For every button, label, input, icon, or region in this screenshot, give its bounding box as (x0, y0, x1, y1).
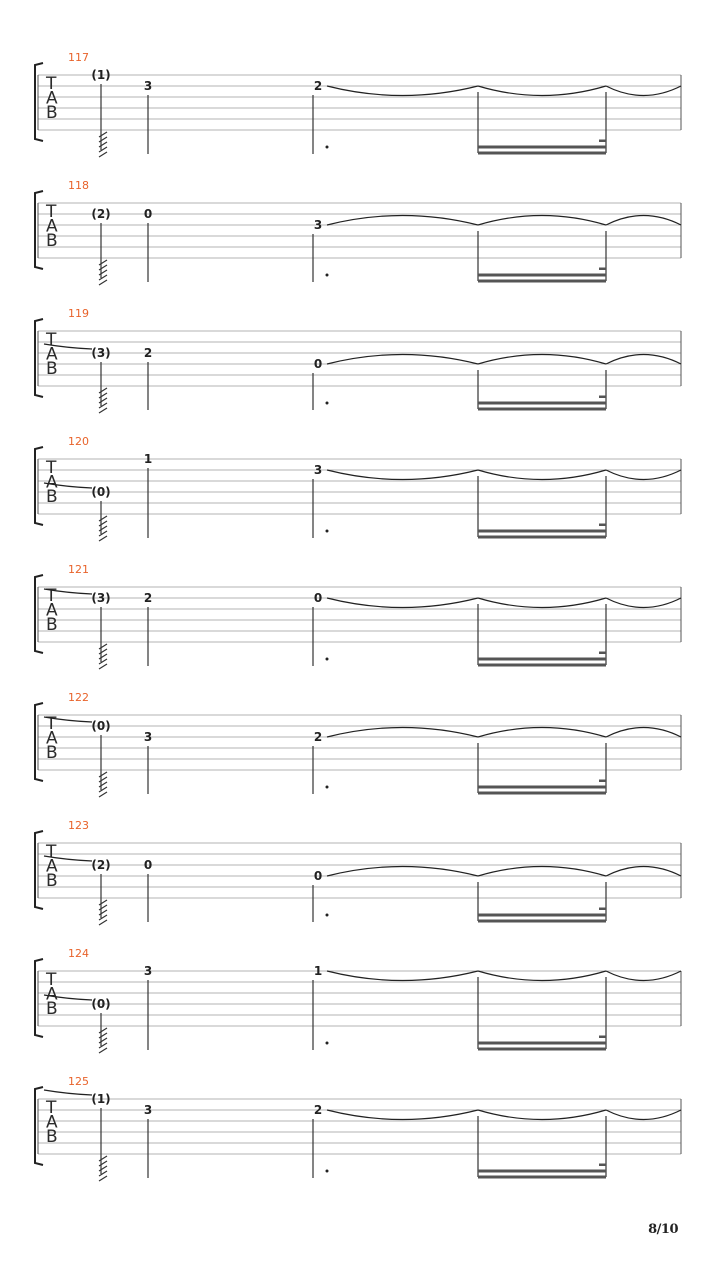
tie-arc (478, 1110, 606, 1120)
tie-arc (327, 867, 478, 877)
tab-clef-letter: B (46, 999, 58, 1019)
tab-clef-letter: B (46, 871, 58, 891)
fret-number: 3 (143, 1103, 153, 1117)
tremolo-mark (99, 787, 107, 792)
tab-system (35, 563, 681, 669)
dot (326, 1170, 329, 1173)
tremolo-mark (99, 1043, 107, 1048)
beam (478, 1170, 606, 1173)
tremolo-mark (99, 260, 107, 265)
tab-clef-letter: B (46, 487, 58, 507)
tie-arc (606, 971, 681, 981)
fret-number: 2 (313, 79, 323, 93)
fret-number: 1 (313, 964, 323, 978)
tab-system (35, 51, 681, 157)
tab-clef-letter: B (46, 615, 58, 635)
tab-clef-letter: A (46, 1112, 58, 1133)
tremolo-mark (99, 782, 107, 787)
tie-arc (606, 1110, 681, 1120)
beam (478, 408, 606, 411)
fret-number: 2 (313, 730, 323, 744)
tremolo-mark (99, 1048, 107, 1053)
tremolo-mark (99, 910, 107, 915)
tie-arc (606, 355, 681, 365)
fret-number: (3) (91, 346, 111, 360)
fret-number: 0 (313, 591, 323, 605)
tie-arc (327, 86, 478, 96)
tie-arc (606, 86, 681, 96)
fret-number: (1) (91, 68, 111, 82)
tab-clef-letter: T (46, 842, 57, 862)
tie-arc (606, 216, 681, 226)
measure-number: 124 (68, 947, 89, 960)
tab-clef-letter: A (46, 88, 58, 109)
tremolo-mark (99, 772, 107, 777)
tremolo-mark (99, 900, 107, 905)
beam (478, 658, 606, 661)
tab-clef-letter: A (46, 472, 58, 493)
tremolo-mark (99, 137, 107, 142)
beam (478, 152, 606, 155)
tremolo-mark (99, 1176, 107, 1181)
tie-arc (327, 355, 478, 365)
beam-partial (599, 524, 606, 527)
beam (478, 786, 606, 789)
fret-number: 3 (313, 218, 323, 232)
fret-number: 2 (313, 1103, 323, 1117)
fret-number: 3 (143, 964, 153, 978)
beam (478, 664, 606, 667)
tab-system (35, 179, 681, 285)
tremolo-mark (99, 1166, 107, 1171)
beam-partial (599, 652, 606, 655)
beam-partial (599, 268, 606, 271)
measure-number: 121 (68, 563, 89, 576)
tremolo-mark (99, 516, 107, 521)
fret-number: 0 (313, 869, 323, 883)
fret-number: (1) (91, 1092, 111, 1106)
tab-system (35, 307, 681, 413)
tremolo-mark (99, 536, 107, 541)
tie-arc (478, 86, 606, 96)
beam (478, 536, 606, 539)
tab-clef-letter: A (46, 984, 58, 1005)
fret-number: 0 (143, 858, 153, 872)
tie-arc (606, 470, 681, 480)
tab-system (35, 435, 681, 541)
tab-clef-letter: A (46, 728, 58, 749)
dot (326, 1042, 329, 1045)
tremolo-mark (99, 920, 107, 925)
tremolo-mark (99, 664, 107, 669)
measure-number: 123 (68, 819, 89, 832)
tab-clef-letter: A (46, 344, 58, 365)
tab-clef-letter: A (46, 216, 58, 237)
beam (478, 146, 606, 149)
tab-clef-letter: B (46, 359, 58, 379)
tab-clef-letter: A (46, 600, 58, 621)
tremolo-mark (99, 659, 107, 664)
tie-arc (478, 867, 606, 877)
measure-number: 118 (68, 179, 89, 192)
tremolo-mark (99, 270, 107, 275)
measure-number: 117 (68, 51, 89, 64)
tab-clef-letter: T (46, 202, 57, 222)
beam (478, 1042, 606, 1045)
tremolo-mark (99, 1161, 107, 1166)
tie-arc (606, 728, 681, 738)
beam (478, 920, 606, 923)
tie-arc (327, 1110, 478, 1120)
measure-number: 119 (68, 307, 89, 320)
tab-system (35, 1075, 681, 1181)
tremolo-mark (99, 142, 107, 147)
tab-system (35, 947, 681, 1053)
tab-clef-letter: T (46, 714, 57, 734)
tremolo-mark (99, 526, 107, 531)
beam (478, 1048, 606, 1051)
beam-partial (599, 780, 606, 783)
fret-number: 1 (143, 452, 153, 466)
tremolo-mark (99, 393, 107, 398)
tremolo-mark (99, 521, 107, 526)
tremolo-mark (99, 531, 107, 536)
tie-arc (606, 867, 681, 877)
dot (326, 402, 329, 405)
tremolo-mark (99, 1171, 107, 1176)
beam-partial (599, 1164, 606, 1167)
tab-clef-letter: B (46, 103, 58, 123)
tremolo-mark (99, 644, 107, 649)
tab-clef-letter: T (46, 1098, 57, 1118)
beam (478, 280, 606, 283)
tremolo-mark (99, 408, 107, 413)
tab-system (35, 691, 681, 797)
fret-number: 3 (143, 79, 153, 93)
tremolo-mark (99, 280, 107, 285)
tie-arc (327, 216, 478, 226)
beam (478, 914, 606, 917)
tremolo-mark (99, 398, 107, 403)
tremolo-mark (99, 792, 107, 797)
fret-number: 3 (313, 463, 323, 477)
fret-number: (2) (91, 858, 111, 872)
tremolo-mark (99, 147, 107, 152)
beam (478, 530, 606, 533)
measure-number: 125 (68, 1075, 89, 1088)
tie-arc (478, 216, 606, 226)
tab-clef-letter: B (46, 743, 58, 763)
tremolo-mark (99, 905, 107, 910)
tremolo-mark (99, 1038, 107, 1043)
beam (478, 792, 606, 795)
dot (326, 658, 329, 661)
fret-number: (2) (91, 207, 111, 221)
tie-arc (327, 598, 478, 608)
tie-arc (478, 971, 606, 981)
tab-clef-letter: B (46, 231, 58, 251)
tab-clef-letter: T (46, 74, 57, 94)
tie-arc (478, 470, 606, 480)
dot (326, 914, 329, 917)
fret-number: (0) (91, 997, 111, 1011)
tremolo-mark (99, 388, 107, 393)
beam-partial (599, 1036, 606, 1039)
dot (326, 274, 329, 277)
fret-number: 2 (143, 591, 153, 605)
tie-arc (478, 728, 606, 738)
tremolo-mark (99, 1028, 107, 1033)
fret-number: 2 (143, 346, 153, 360)
tremolo-mark (99, 777, 107, 782)
tab-clef-letter: B (46, 1127, 58, 1147)
beam (478, 402, 606, 405)
tie-arc (327, 971, 478, 981)
dot (326, 786, 329, 789)
fret-number: 3 (143, 730, 153, 744)
tie-arc (327, 728, 478, 738)
tab-system (35, 819, 681, 925)
fret-number: (3) (91, 591, 111, 605)
tremolo-mark (99, 152, 107, 157)
beam-partial (599, 396, 606, 399)
fret-number: (0) (91, 719, 111, 733)
tab-clef-letter: A (46, 856, 58, 877)
beam (478, 1176, 606, 1179)
tie-arc (478, 355, 606, 365)
beam (478, 274, 606, 277)
beam-partial (599, 908, 606, 911)
dot (326, 530, 329, 533)
tremolo-mark (99, 265, 107, 270)
tie-arc (478, 598, 606, 608)
fret-number: (0) (91, 485, 111, 499)
tab-clef-letter: T (46, 458, 57, 478)
tab-clef-letter: T (46, 586, 57, 606)
tremolo-mark (99, 132, 107, 137)
tremolo-mark (99, 649, 107, 654)
tie-arc (327, 470, 478, 480)
measure-number: 122 (68, 691, 89, 704)
tremolo-mark (99, 1156, 107, 1161)
tremolo-mark (99, 275, 107, 280)
tie-arc (44, 1090, 92, 1095)
tremolo-mark (99, 403, 107, 408)
fret-number: 0 (143, 207, 153, 221)
page-number: 8/10 (648, 1222, 678, 1237)
tie-arc (606, 598, 681, 608)
tremolo-mark (99, 654, 107, 659)
tab-clef-letter: T (46, 970, 57, 990)
beam-partial (599, 140, 606, 143)
tremolo-mark (99, 1033, 107, 1038)
dot (326, 146, 329, 149)
tremolo-mark (99, 915, 107, 920)
fret-number: 0 (313, 357, 323, 371)
measure-number: 120 (68, 435, 89, 448)
tab-clef-letter: T (46, 330, 57, 350)
